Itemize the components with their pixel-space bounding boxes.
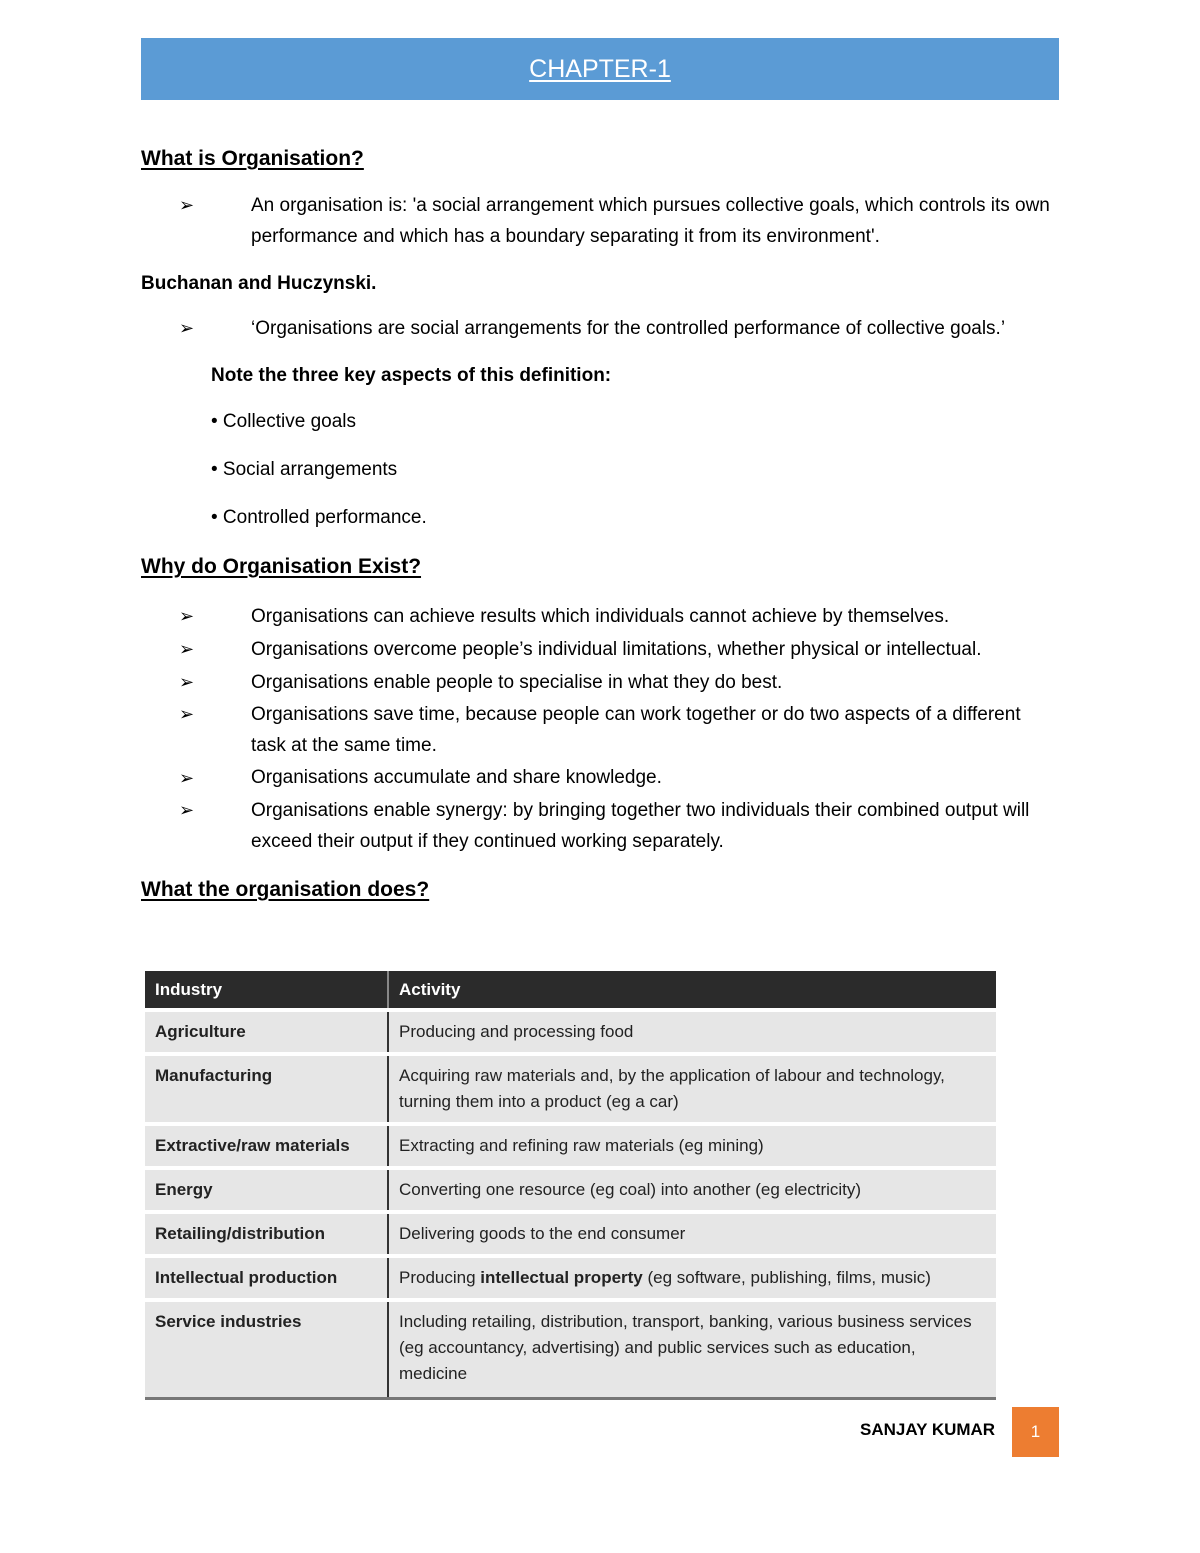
industry-cell: Manufacturing — [145, 1054, 388, 1124]
industry-cell: Energy — [145, 1168, 388, 1212]
list-item: ➢ Organisations enable synergy: by bringing together two individuals their combined output will exceed their output if they continued working separately. — [141, 795, 1059, 857]
arrow-bullet-icon: ➢ — [179, 704, 195, 724]
section-heading-what-does: What the organisation does? — [141, 878, 430, 901]
aspect-item: • Controlled performance. — [211, 507, 427, 528]
arrow-bullet-icon: ➢ — [179, 639, 195, 659]
table-row — [145, 1256, 996, 1300]
activity-cell: Acquiring raw materials and, by the application of labour and technology, turning them into a product (eg a car) — [388, 1054, 996, 1124]
chapter-title: CHAPTER-1 — [529, 54, 671, 83]
industry-cell: Agriculture — [145, 1010, 388, 1054]
table-row — [145, 1124, 996, 1168]
aspect-item: • Collective goals — [211, 411, 356, 432]
list-item: ➢ Organisations enable people to specialise in what they do best. — [141, 666, 1059, 699]
industry-cell: Service industries — [145, 1300, 388, 1399]
list-item: ➢ ‘Organisations are social arrangements for the controlled performance of collective goals.’ — [141, 313, 1059, 344]
activity-cell: Converting one resource (eg coal) into another (eg electricity) — [388, 1168, 996, 1212]
table-row — [145, 1054, 996, 1124]
arrow-bullet-icon: ➢ — [179, 800, 195, 820]
column-header-industry: Industry — [145, 971, 388, 1010]
column-header-activity: Activity — [388, 971, 996, 1010]
activity-cell: Including retailing, distribution, transport, banking, various business services (eg accountancy, advertising) and public services such as education, medicine — [388, 1300, 996, 1399]
industry-cell: Extractive/raw materials — [145, 1124, 388, 1168]
author-attribution: Buchanan and Huczynski. — [141, 273, 377, 294]
industry-cell: Intellectual production — [145, 1256, 388, 1300]
list-item: ➢ Organisations save time, because people can work together or do two aspects of a different task at the same time. — [141, 699, 1059, 761]
list-item: ➢ Organisations can achieve results which individuals cannot achieve by themselves. — [141, 600, 1059, 633]
table-row — [145, 1010, 996, 1054]
list-item: ➢ Organisations accumulate and share knowledge. — [141, 761, 1059, 795]
activity-cell: Producing and processing food — [388, 1010, 996, 1054]
list-item: ➢ An organisation is: 'a social arrangement which pursues collective goals, which controls its own performance and which has a boundary separating it from its environment'. — [141, 190, 1059, 252]
industry-cell: Retailing/distribution — [145, 1212, 388, 1256]
document-body — [141, 143, 1059, 906]
section-heading-what-is: What is Organisation? — [141, 147, 364, 170]
arrow-bullet-icon: ➢ — [179, 768, 195, 788]
arrow-bullet-icon: ➢ — [179, 195, 195, 215]
activity-cell: Delivering goods to the end consumer — [388, 1212, 996, 1256]
page-number: 1 — [1012, 1407, 1059, 1457]
arrow-bullet-icon: ➢ — [179, 672, 195, 692]
table-row — [145, 1168, 996, 1212]
chapter-banner — [141, 38, 1059, 100]
arrow-bullet-icon: ➢ — [179, 606, 195, 626]
activity-cell: Producing intellectual property (eg software, publishing, films, music) — [388, 1256, 996, 1300]
list-item: ➢ Organisations overcome people’s individual limitations, whether physical or intellectual. — [141, 633, 1059, 666]
section-heading-why-exist: Why do Organisation Exist? — [141, 555, 422, 578]
footer-author: SANJAY KUMAR — [860, 1420, 996, 1439]
industry-table — [145, 971, 996, 1400]
aspect-item: • Social arrangements — [211, 459, 398, 480]
table-row — [145, 1212, 996, 1256]
note-line: Note the three key aspects of this definition: — [211, 365, 612, 386]
table-row — [145, 1300, 996, 1399]
activity-cell: Extracting and refining raw materials (eg mining) — [388, 1124, 996, 1168]
table-header-row — [145, 971, 996, 1010]
arrow-bullet-icon: ➢ — [179, 318, 195, 338]
